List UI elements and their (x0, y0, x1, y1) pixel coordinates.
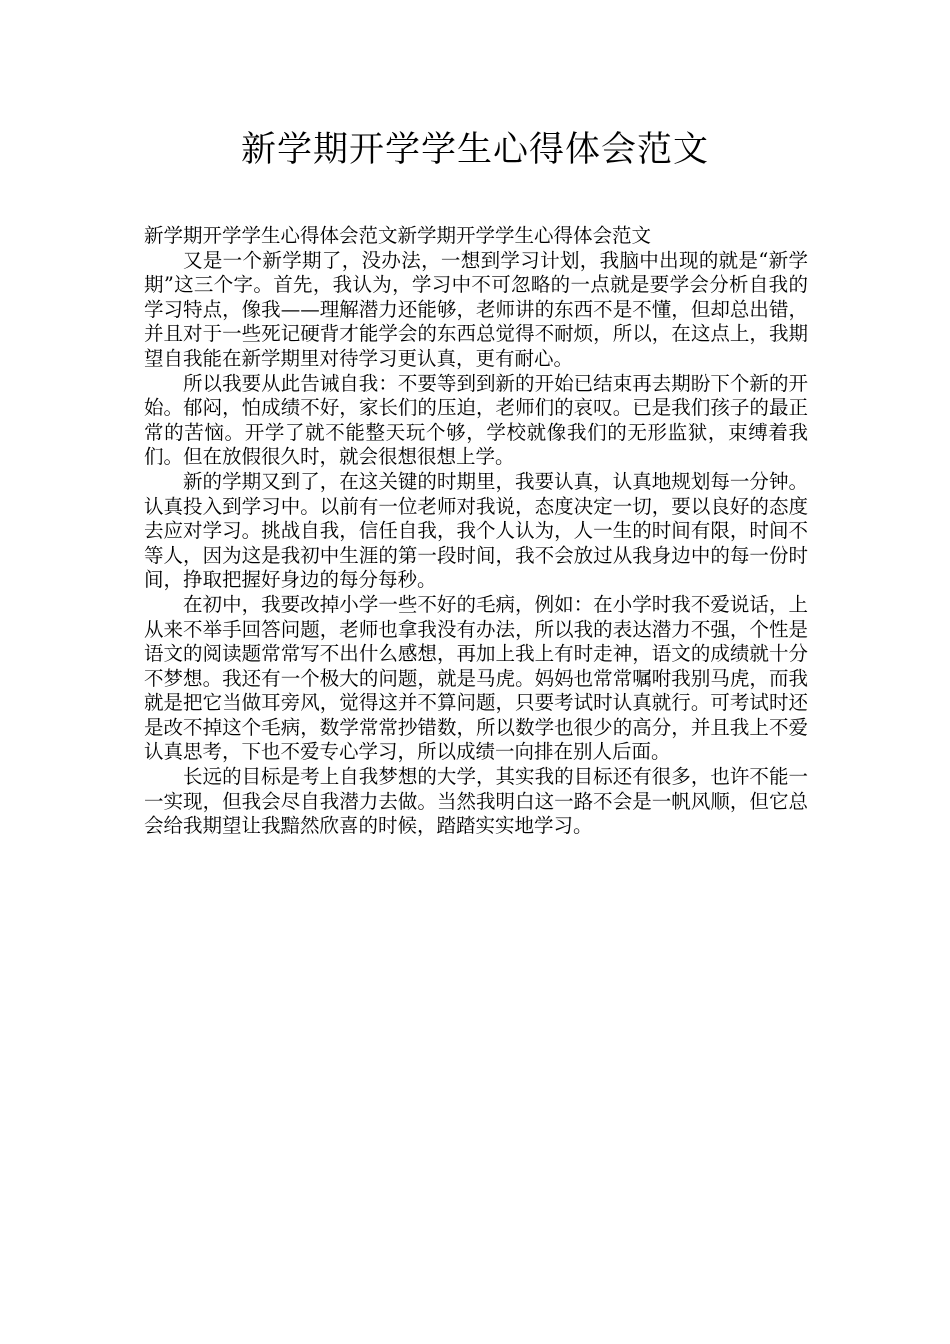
document-body (144, 224, 808, 839)
paragraph-1: 又是一个新学期了，没办法，一想到学习计划，我脑中出现的就是“新学期”这三个字。首先，我认为，学习中不可忽略的一点就是要学会分析自我的学习特点，像我——理解潜力还能够，老师讲的东西不是不懂，但却总出错，并且对于一些死记硬背才能学会的东西总觉得不耐烦，所以，在这点上，我期望自我能在新学期里对待学习更认真，更有耐心。 (144, 248, 808, 370)
paragraph-5: 长远的目标是考上自我梦想的大学，其实我的目标还有很多，也许不能一一实现，但我会尽自我潜力去做。当然我明白这一路不会是一帆风顺，但它总会给我期望让我黯然欣喜的时候，踏踏实实地学习。 (144, 765, 808, 838)
paragraph-2: 所以我要从此告诫自我：不要等到到新的开始已结束再去期盼下个新的开始。郁闷，怕成绩不好，家长们的压迫，老师们的哀叹。已是我们孩子的最正常的苦恼。开学了就不能整天玩个够，学校就像我们的无形监狱，束缚着我们。但在放假很久时，就会很想很想上学。 (144, 371, 808, 469)
intro-line: 新学期开学学生心得体会范文新学期开学学生心得体会范文 (144, 224, 652, 247)
document-title: 新学期开学学生心得体会范文 (240, 130, 709, 170)
paragraph-4: 在初中，我要改掉小学一些不好的毛病，例如：在小学时我不爱说话，上从来不举手回答问题，老师也拿我没有办法，所以我的表达潜力不强，个性是语文的阅读题常常写不出什么感想，再加上我上有时走神，语文的成绩就十分不梦想。我还有一个极大的问题，就是马虎。妈妈也常常嘱咐我别马虎，而我就是把它当做耳旁风，觉得这并不算问题，只要考试时认真就行。可考试时还是改不掉这个毛病，数学常常抄错数，所以数学也很少的高分，并且我上不爱认真思考，下也不爱专心学习，所以成绩一向排在别人后面。 (144, 592, 808, 764)
paragraph-3: 新的学期又到了，在这关键的时期里，我要认真，认真地规划每一分钟。认真投入到学习中。以前有一位老师对我说，态度决定一切，要以良好的态度去应对学习。挑战自我，信任自我，我个人认为，人一生的时间有限，时间不等人，因为这是我初中生涯的第一段时间，我不会放过从我身边中的每一份时间，挣取把握好身边的每分每秒。 (144, 469, 808, 592)
